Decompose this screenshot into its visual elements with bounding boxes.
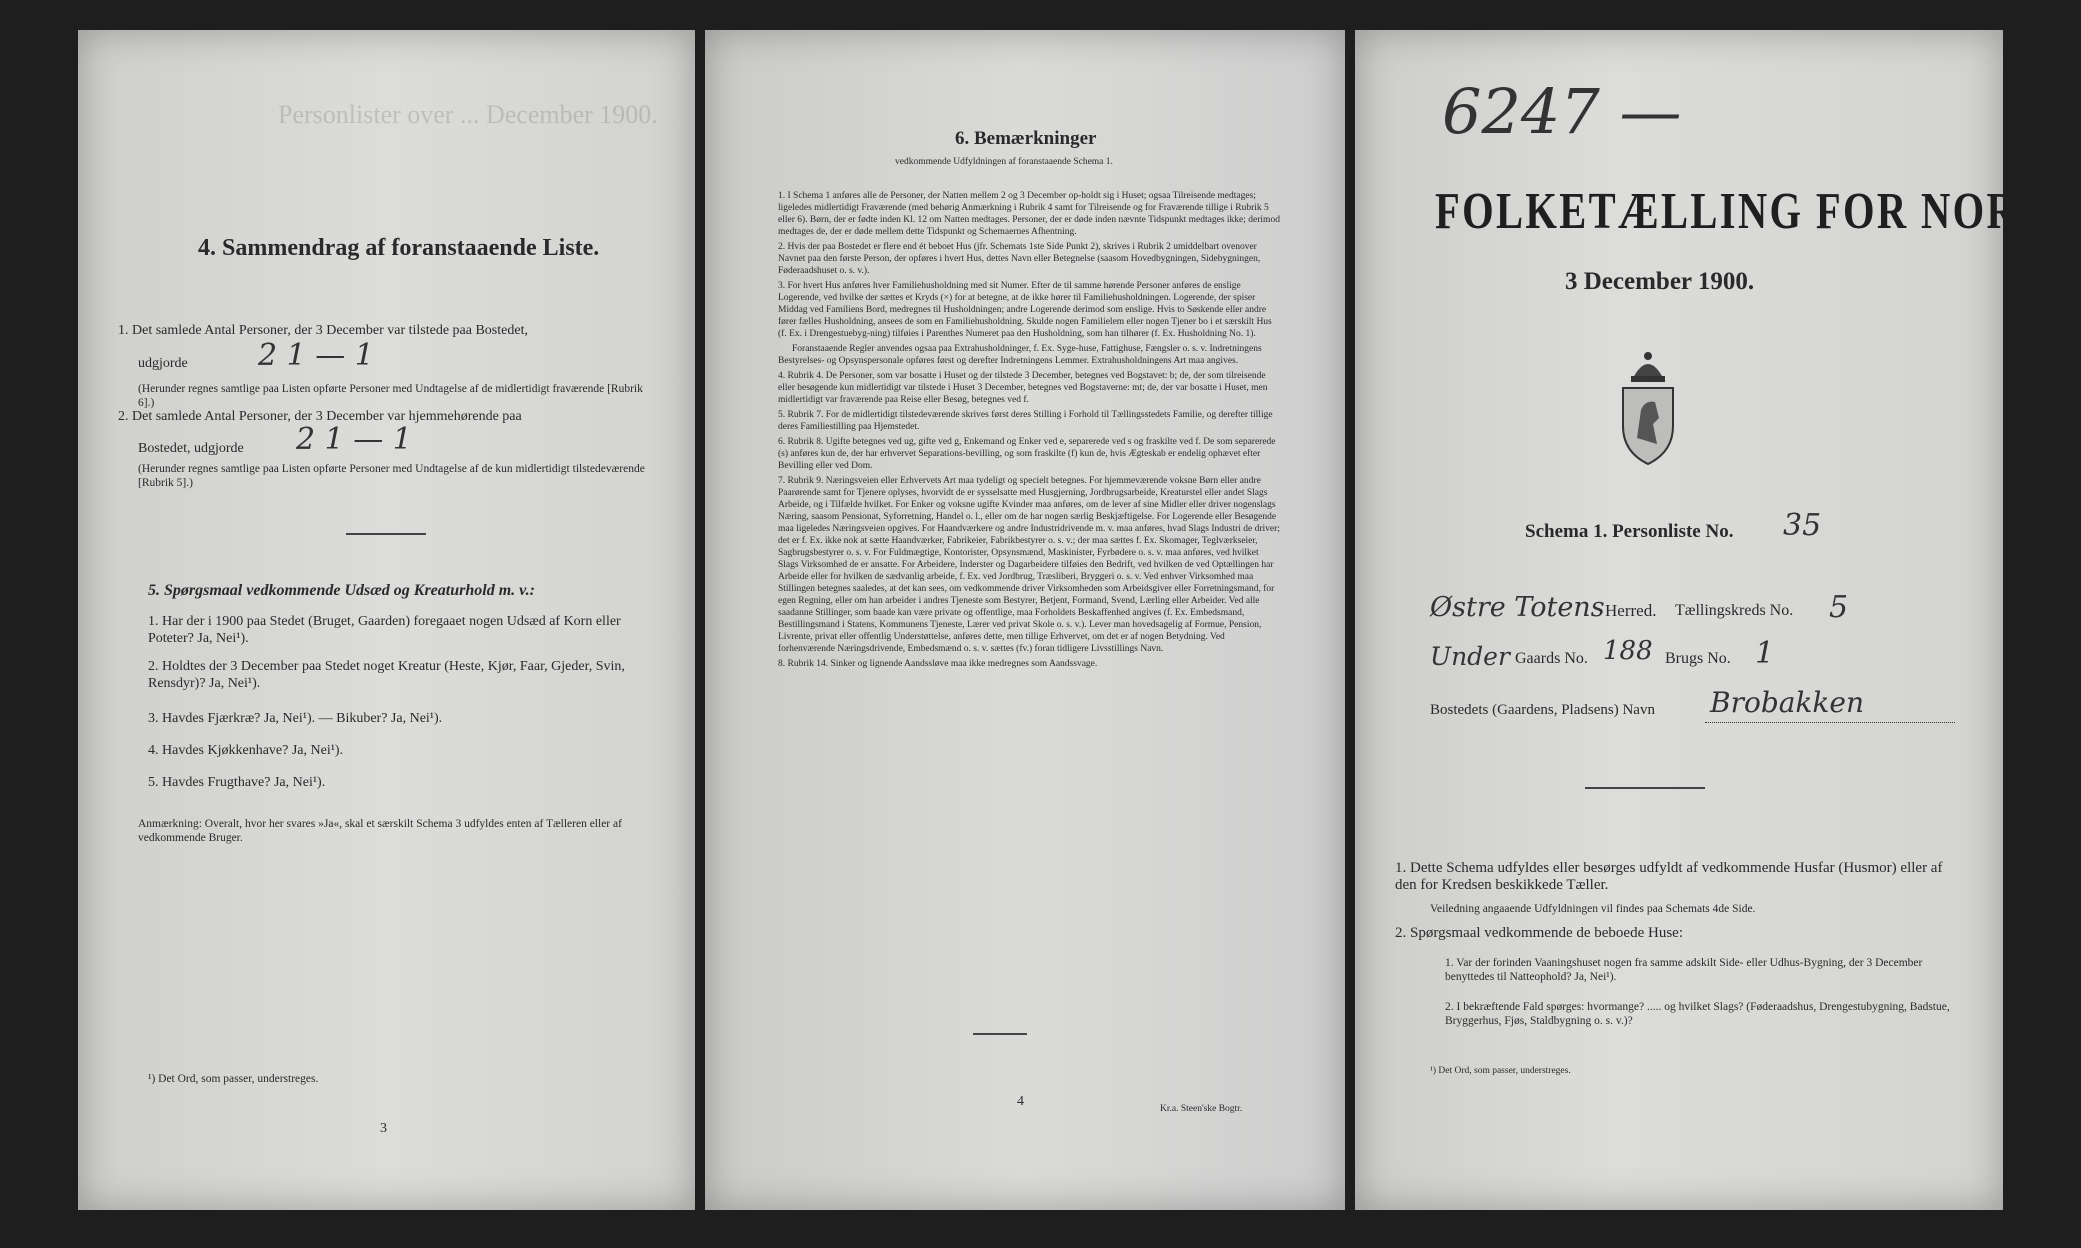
question-1: 1. Har der i 1900 paa Stedet (Bruget, Gaarden) foregaaet nogen Udsæd af Korn eller Poteter? Ja, Nei¹). (148, 614, 621, 646)
herred-handwritten: Østre Totens (1430, 592, 1605, 623)
bosted-handwritten: Brobakken (1710, 686, 1864, 719)
handwritten-number: 6247 — (1442, 75, 1682, 148)
printer-imprint: Kr.a. Steen'ske Bogtr. (1160, 1104, 1243, 1114)
footnote: ¹) Det Ord, som passer, understreges. (1430, 1066, 1571, 1076)
remark-item: 6. Rubrik 8. Ugifte betegnes ved ug, gifte ved g, Enkemand og Enker ved e, separerede ved s og fraskilte ved f. De som separerede (s) anføres kun de, der har erhvervet Separations-bevilling, og som fraskilte (f) kun de, hvis Ægteskab er endelig ophævet efter Bevilling eller ved Dom. (778, 437, 1276, 471)
item1-line1: 1. Det samlede Antal Personer, der 3 December var tilstede paa Bostedet, (118, 323, 528, 338)
remarks-list (778, 190, 1281, 673)
item2-handwritten: 2 1 — 1 (296, 422, 412, 457)
remark-item: 7. Rubrik 9. Næringsveien eller Erhvervets Art maa tydeligt og specielt betegnes. For hjemmeværende voksne Børn eller andre Paarørende samt for Tjenere oplyses, hvorvidt de er sysselsatte med Husgjerning, Jordbrugsarbeide, Kreaturstel eller andet Slags Arbeide, og i Tilfælde hvilket. For Enker og voksne ugifte Kvinder maa anføres, om de lever af sine Midler eller driver nogenslags Næring, saasom Pensionat, Syforretning, Handel o. l., eller om de har nogen særlig Beskjæftigelse. For Logerende eller Besøgende maa ligeledes Næringsveien opgives. For Haandværkere og andre Industridrivende m. v. maa anføres, hvad Slags Industri de driver; det er f. Ex. ikke nok at sætte Haandværker, Fabrikeier, Fabrikbestyrer o. s. v.; der maa sættes f. Ex. Skomager, Teglværkseier, Sagbrugsbestyrer o. s. v. For Fuldmægtige, Kontorister, Opsynsmænd, Maskinister, Fyrbødere o. s. v. maa anføres, ved hvilket Slags Virksomhed de er ansatte. For Arbeidere, Inderster og Dagarbeidere tilføies den Bedrift, ved hvilken de ved Optællingen har Arbeide eller for hvilken de sædvanlig arbeide, f. Ex. ved Jordbrug, Træsliberi, Bryggeri o. s. v. Ved enhver Virksomhed maa Stillingen betegnes saaledes, at det kan sees, om vedkommende driver Virksomheden som Arbeidsgiver eller Forretningsmand, for egen Regning, eller om han arbeider i andres Tjeneste som Bestyrer, Betjent, Formand, Svend, Lærling eller Arbeider. Ved alle saadanne Stillinger, som baade kan være private og offentlige, maa Forholdets Beskaffenhed angives (f. Ex. Embedsmand, Bestillingsmand i Statens, Kommunens Tjeneste, Lærer ved privat Skole o. s. v.). Lever man hovedsagelig af Formue, Pension, Livrente, privat eller offentlig Understøttelse, anføres dette, men tillige Erhvervet, om det er af nogen Betydning. Ved forhenværende Næringsdrivende, Embedsmænd o. s. v. sættes (fv.) foran tidligere Livsstillings Navn. (778, 476, 1280, 654)
anmerkning-note: Anmærkning: Overalt, hvor her svares »Ja«, skal et særskilt Schema 3 udfyldes enten af Tælleren eller af vedkommende Bruger. (138, 818, 622, 845)
instruction-1-note: Veiledning angaaende Udfyldningen vil findes paa Schemats 4de Side. (1430, 903, 1756, 915)
question-4: 4. Havdes Kjøkkenhave? Ja, Nei¹). (148, 743, 344, 758)
page-number: 4 (1017, 1094, 1024, 1109)
personliste-number: 35 (1783, 508, 1822, 543)
question-2: 2. Holdtes der 3 December paa Stedet noget Kreatur (Heste, Kjør, Faar, Gjeder, Svin, Rensdyr)? Ja, Nei¹). (148, 659, 625, 691)
page-number: 3 (380, 1121, 387, 1136)
remark-item: 3. For hvert Hus anføres hver Familiehusholdning med sit Numer. Efter de til samme hørende Personer anføres de enslige Logerende, ved hvilke der sættes et Kryds (×) for at betegne, at de ikke hører til Familiehusholdningen. Logerende, der spiser Middag ved Familiens Bord, medregnes til Husholdningen; andre Logerende derimod som enslige. Hvis to Søskende eller andre fører fælles Husholdning, ansees de som en Familiehusholdning. Skulde nogen Familielem eller nogen Tjener bo i et særskilt Hus (f. Ex. i Drengestuebyg-ning) tilføies i Parenthes Numeret paa den Husholdning, som han tilhører (f. Ex. Husholdning No. 1). (778, 281, 1272, 339)
item2-line2: Bostedet, udgjorde (138, 441, 244, 456)
instruction-2-2: 2. I bekræftende Fald spørges: hvormange? ..... og hvilket Slags? (Føderaadshus, Drengestubygning, Badstue, Bryggerhus, Fjøs, Staldbygning o. s. v.)? (1445, 1001, 1950, 1028)
schema-label: Schema 1. Personliste No. (1525, 521, 1734, 542)
question-5: 5. Havdes Frugthave? Ja, Nei¹). (148, 775, 326, 790)
footnote: ¹) Det Ord, som passer, understreges. (148, 1073, 319, 1085)
section5-title: 5. Spørgsmaal vedkommende Udsæd og Kreaturhold m. v.: (148, 582, 535, 599)
gaard-number: 188 (1603, 636, 1653, 666)
remark-item: 1. I Schema 1 anføres alle de Personer, der Natten mellem 2 og 3 December op-holdt sig i Huset; ogsaa Tilreisende medtages; ligeledes midlertidigt Fraværende (med behørig Anmærkning i Rubrik 4 samt for Tilreisende og for Fraværende tillige i Rubrik 5 eller 6). Børn, der er fødte inden Kl. 12 om Natten medtages. Personer, der er døde inden nævnte Tidspunkt medtages ikke; derimod medtages de, der er døde mellem dette Tidspunkt og Schemaernes Afhentning. (778, 191, 1280, 237)
question-3: 3. Havdes Fjærkræ? Ja, Nei¹). — Bikuber? Ja, Nei¹). (148, 711, 443, 726)
remark-item: 2. Hvis der paa Bostedet er flere end ét beboet Hus (jfr. Schemats 1ste Side Punkt 2), skrives i Rubrik 2 umiddelbart ovenover Navnet paa den første Person, der opføres i hvert Hus, dettes Navn eller Betegnelse (saasom Hovedbygningen, Sidebygningen, Føderaadshuset o. s. v.). (778, 242, 1261, 276)
middle-page (705, 30, 1345, 1210)
kreds-label: Tællingskreds No. (1675, 602, 1794, 619)
bosted-label: Bostedets (Gaardens, Pladsens) Navn (1430, 702, 1655, 718)
under-handwritten: Under (1430, 642, 1510, 671)
item1-note: (Herunder regnes samtlige paa Listen opførte Personer med Undtagelse af de midlertidigt fraværende [Rubrik 6].) (138, 383, 643, 410)
brugs-label: Brugs No. (1665, 650, 1731, 667)
census-date: 3 December 1900. (1565, 268, 1755, 295)
left-page (78, 30, 695, 1210)
kreds-number: 5 (1829, 590, 1849, 625)
remarks-title: 6. Bemærkninger (955, 128, 1097, 149)
item1-handwritten: 2 1 — 1 (258, 338, 374, 373)
divider (973, 1033, 1027, 1035)
brugs-number: 1 (1755, 636, 1775, 671)
right-page (1355, 30, 2081, 1210)
item2-line1: 2. Det samlede Antal Personer, der 3 December var hjemmehørende paa (118, 409, 522, 424)
section4-title: 4. Sammendrag af foranstaaende Liste. (198, 235, 600, 261)
remark-item: Foranstaaende Regler anvendes ogsaa paa Extrahusholdninger, f. Ex. Syge-huse, Fattighuse, Fængsler o. s. v. Indretningens Bestyrelses- og Opsynspersonale opføres først og derefter Indretningens Lemmer. Extrahusholdningens Art maa angives. (778, 344, 1262, 366)
ornament-divider (1585, 787, 1705, 789)
remark-item: 8. Rubrik 14. Sinker og lignende Aandssløve maa ikke medregnes som Aandssvage. (778, 659, 1098, 669)
bosted-line (1705, 722, 1955, 723)
instruction-2: 2. Spørgsmaal vedkommende de beboede Huse: (1395, 925, 1683, 941)
remark-item: 4. Rubrik 4. De Personer, som var bosatte i Huset og der tilstede 3 December, betegnes ved Bogstavet: b; de, der som tilreisende eller besøgende kun midlertidigt var tilstede i Huset 3 December, betegnes ved Bogstaverne: mt; de, der var bosatte i Huset, men midlertidigt var fraværende paa Reise eller Besøg, betegnes ved f. (778, 371, 1268, 405)
item2-note: (Herunder regnes samtlige paa Listen opførte Personer med Undtagelse af de kun midlertidigt tilstedeværende [Rubrik 5].) (138, 463, 645, 490)
herred-label: Herred. (1605, 601, 1657, 620)
item1-line2: udgjorde (138, 356, 188, 371)
remark-item: 5. Rubrik 7. For de midlertidigt tilstedeværende skrives først deres Stilling i Forhold til Tællingsstedets Familie, og derefter tillige deres Familiestilling paa Hjemstedet. (778, 410, 1273, 432)
divider (346, 533, 426, 535)
instruction-2-1: 1. Var der forinden Vaaningshuset nogen fra samme adskilt Side- eller Udhus-Bygning, der 3 December benyttedes til Natteophold? Ja, Nei¹). (1445, 957, 1923, 984)
faded-header: Personlister over ... December 1900. (278, 100, 658, 129)
remarks-subtitle: vedkommende Udfyldningen af foranstaaende Schema 1. (895, 157, 1113, 167)
gaard-label: Gaards No. (1515, 650, 1588, 667)
main-title: FOLKETÆLLING FOR NORGE (1435, 183, 2081, 240)
coat-of-arms-icon (1615, 348, 1681, 466)
instruction-1: 1. Dette Schema udfyldes eller besørges udfyldt af vedkommende Husfar (Husmor) eller af den for Kredsen beskikkede Tæller. (1395, 860, 1943, 893)
